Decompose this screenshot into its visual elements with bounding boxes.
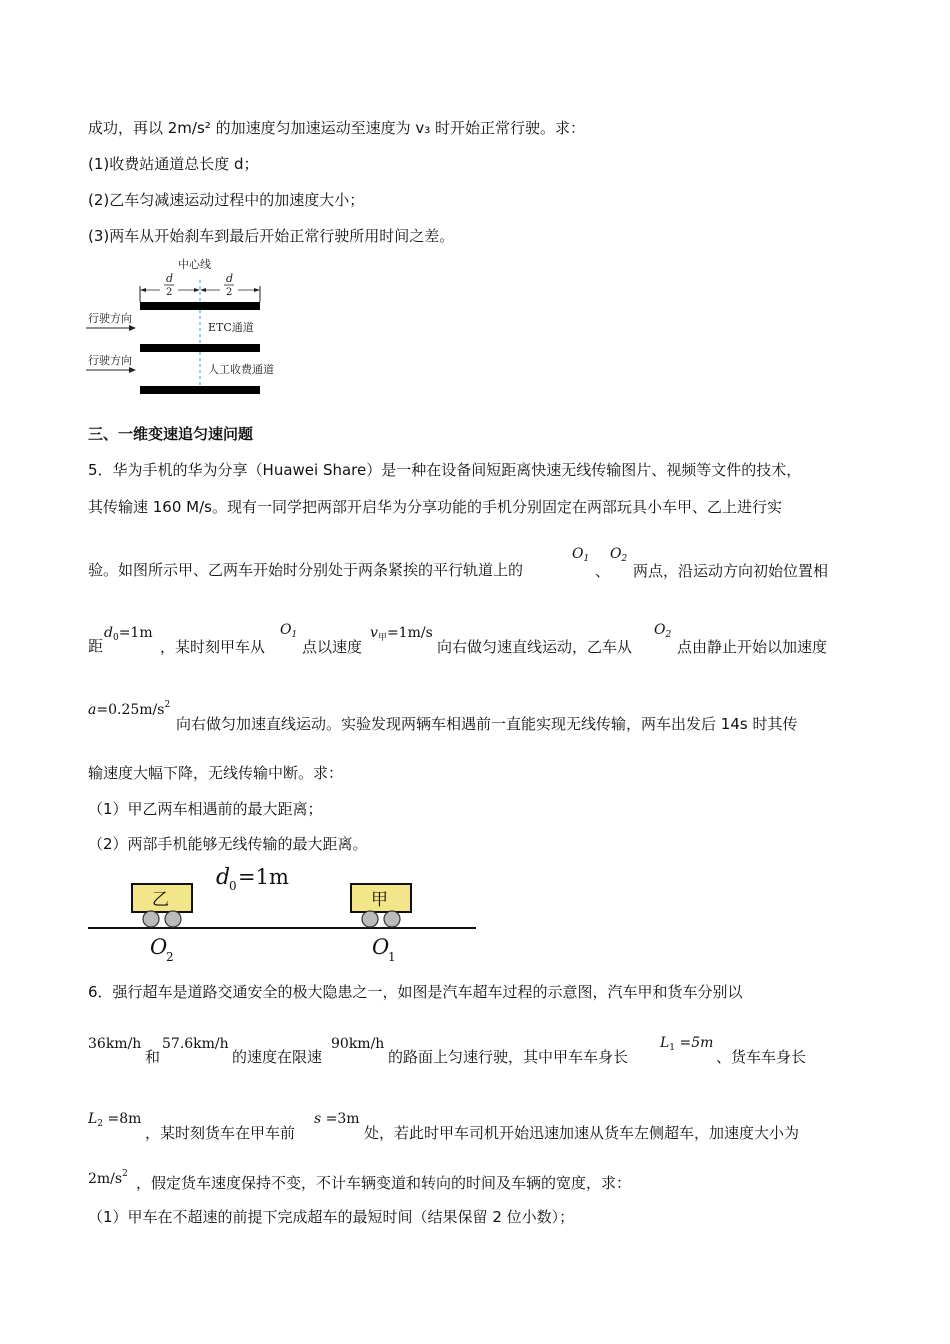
etc-lane-label: ETC通道	[208, 321, 254, 334]
direction-arrow-2	[129, 367, 136, 373]
intro-line-1: 成功，再以 2m/s² 的加速度匀加速运动至速度为 v₃ 时开始正常行驶。求：	[88, 119, 586, 137]
d0-figure-subscript: 0	[229, 879, 237, 893]
q5-line-3	[88, 560, 523, 580]
L1-letter: L	[660, 1035, 670, 1051]
a-expression	[88, 699, 170, 718]
q5-line-4	[88, 636, 103, 656]
q6-line-2-text: 的路面上匀速行驶，其中甲车车身长	[388, 1048, 629, 1066]
o2-letter-2: O	[654, 622, 666, 638]
lane-bar-top	[140, 302, 260, 310]
cart-jia	[351, 884, 411, 927]
direction-label-1: 行驶方向	[88, 312, 132, 325]
L1-expression	[660, 1032, 713, 1053]
q6-speed-2: 57.6km/h	[162, 1036, 229, 1052]
q5-line-1: 5．华为手机的华为分享（Huawei Share）是一种在设备间短距离快速无线传输图片、视频等文件的技术，	[88, 461, 802, 479]
half-d-left-num: d	[166, 272, 174, 285]
section-title: 三、一维变速追匀速问题	[88, 425, 254, 443]
q5-line-4-text-b: ，某时刻甲车从	[160, 638, 266, 656]
d0-letter: d	[104, 625, 113, 641]
a-superscript: 2	[164, 700, 171, 710]
cart-yi-label: 乙	[152, 890, 169, 910]
q6-speed-limit: 90km/h	[331, 1036, 385, 1052]
lane-bar-bottom	[140, 386, 260, 394]
question-3: (3)两车从开始刹车到最后开始正常行驶所用时间之差。	[88, 227, 455, 245]
cart-yi-wheel-right	[165, 911, 181, 927]
q5-line-4-text-c: 点以速度	[302, 638, 363, 656]
o1-figure-letter: O	[372, 935, 390, 959]
L1-value: =5m	[675, 1035, 714, 1051]
cart-jia-label: 甲	[371, 890, 388, 910]
half-d-right-num: d	[226, 272, 234, 285]
cart-jia-wheel-left	[362, 911, 378, 927]
half-d-left-den: 2	[166, 287, 173, 298]
q5-sub-2: （2）两部手机能够无线传输的最大距离。	[88, 835, 368, 853]
o1-figure-subscript: 1	[388, 950, 396, 964]
q6-limit-text: 的速度在限速	[232, 1048, 323, 1066]
L2-letter: L	[88, 1111, 98, 1127]
L2-subscript: 2	[97, 1119, 104, 1129]
o1-subscript-2: 1	[291, 630, 298, 640]
q5-line-3-text-a: 验。如图所示甲、乙两车开始时分别处于两条紧挨的平行轨道上的	[88, 561, 524, 579]
q5-line-4-text-e: 点由静止开始以加速度	[677, 638, 828, 656]
o1-letter: O	[572, 546, 584, 562]
o2-figure-letter: O	[150, 935, 168, 959]
q6-line-3-a: ，某时刻货车在甲车前	[145, 1124, 296, 1142]
half-d-right-den: 2	[226, 287, 233, 298]
accel-expression	[88, 1168, 128, 1187]
L1-subscript: 1	[669, 1043, 676, 1053]
q5-line-3-text-c: 两点，沿运动方向初始位置相	[633, 562, 829, 580]
manual-lane-label: 人工收费通道	[208, 363, 274, 376]
direction-arrow-1	[129, 325, 136, 331]
q6-sub-1: （1）甲车在不超速的前提下完成超车的最短时间（结果保留 2 位小数）；	[88, 1208, 575, 1226]
v-letter: v	[370, 625, 378, 641]
accel-superscript: 2	[122, 1169, 128, 1179]
d0-figure-letter: d	[216, 865, 231, 890]
s-letter: s	[314, 1111, 322, 1127]
accel-value: 2m/s	[88, 1171, 123, 1187]
o2-figure-subscript: 2	[166, 950, 174, 964]
q5-line-4-text-a: 距	[88, 637, 104, 655]
q6-line-3-b: 处，若此时甲车司机开始迅速加速从货车左侧超车，加速度大小为	[364, 1124, 800, 1142]
L2-expression	[88, 1108, 141, 1129]
L2-value: =8m	[103, 1111, 142, 1127]
carts-figure	[82, 862, 482, 972]
o2-subscript: 2	[621, 554, 628, 564]
d0-expression	[104, 622, 153, 643]
question-1: (1)收费站通道总长度 d；	[88, 155, 259, 173]
d0-value: =1m	[118, 625, 153, 641]
v-value: =1m/s	[386, 625, 433, 641]
q6-and: 和	[145, 1048, 161, 1066]
a-letter: a	[88, 702, 97, 718]
toll-station-figure	[82, 252, 312, 402]
q6-line-1: 6．强行超车是道路交通安全的极大隐患之一，如图是汽车超车过程的示意图，汽车甲和货车分别以	[88, 983, 743, 1001]
d0-subscript: 0	[112, 633, 119, 643]
o2-symbol-2	[654, 622, 671, 640]
s-expression	[314, 1108, 360, 1127]
d0-figure-value: =1m	[238, 865, 289, 889]
v-subscript: 甲	[377, 633, 387, 643]
q6-speed-1: 36km/h	[88, 1036, 142, 1052]
question-2: (2)乙车匀减速运动过程中的加速度大小；	[88, 191, 365, 209]
direction-label-2: 行驶方向	[88, 354, 132, 367]
center-line-label: 中心线	[178, 258, 211, 271]
o2-symbol	[610, 546, 627, 564]
o2-letter: O	[610, 546, 622, 562]
cart-jia-wheel-right	[384, 911, 400, 927]
o1-symbol	[572, 546, 589, 564]
s-value: =3m	[321, 1111, 360, 1127]
q5-line-2: 其传输速 160 M/s。现有一同学把两部开启华为分享功能的手机分别固定在两部玩具小车甲、乙上进行实	[88, 498, 782, 516]
cart-yi	[132, 884, 192, 927]
q5-line-5: 向右做匀加速直线运动。实验发现两辆车相遇前一直能实现无线传输，两车出发后 14s 时其传	[176, 715, 798, 733]
q5-line-6: 输速度大幅下降，无线传输中断。求：	[88, 764, 344, 782]
a-value: =0.25m/s	[96, 702, 165, 718]
v-expression	[370, 622, 433, 643]
q5-sub-1: （1）甲乙两车相遇前的最大距离；	[88, 800, 323, 818]
lane-bar-middle	[140, 344, 260, 352]
q6-line-4: ，假定货车速度保持不变，不计车辆变道和转向的时间及车辆的宽度，求：	[136, 1174, 632, 1192]
o1-subscript: 1	[583, 554, 590, 564]
q5-line-4-text-d: 向右做匀速直线运动，乙车从	[437, 638, 633, 656]
o1-letter-2: O	[280, 622, 292, 638]
q5-line-3-sep: 、	[595, 562, 611, 580]
o2-subscript-2: 2	[665, 630, 672, 640]
q6-line-2-end: 、货车车身长	[716, 1048, 807, 1066]
o1-symbol-2	[280, 622, 297, 640]
cart-yi-wheel-left	[143, 911, 159, 927]
